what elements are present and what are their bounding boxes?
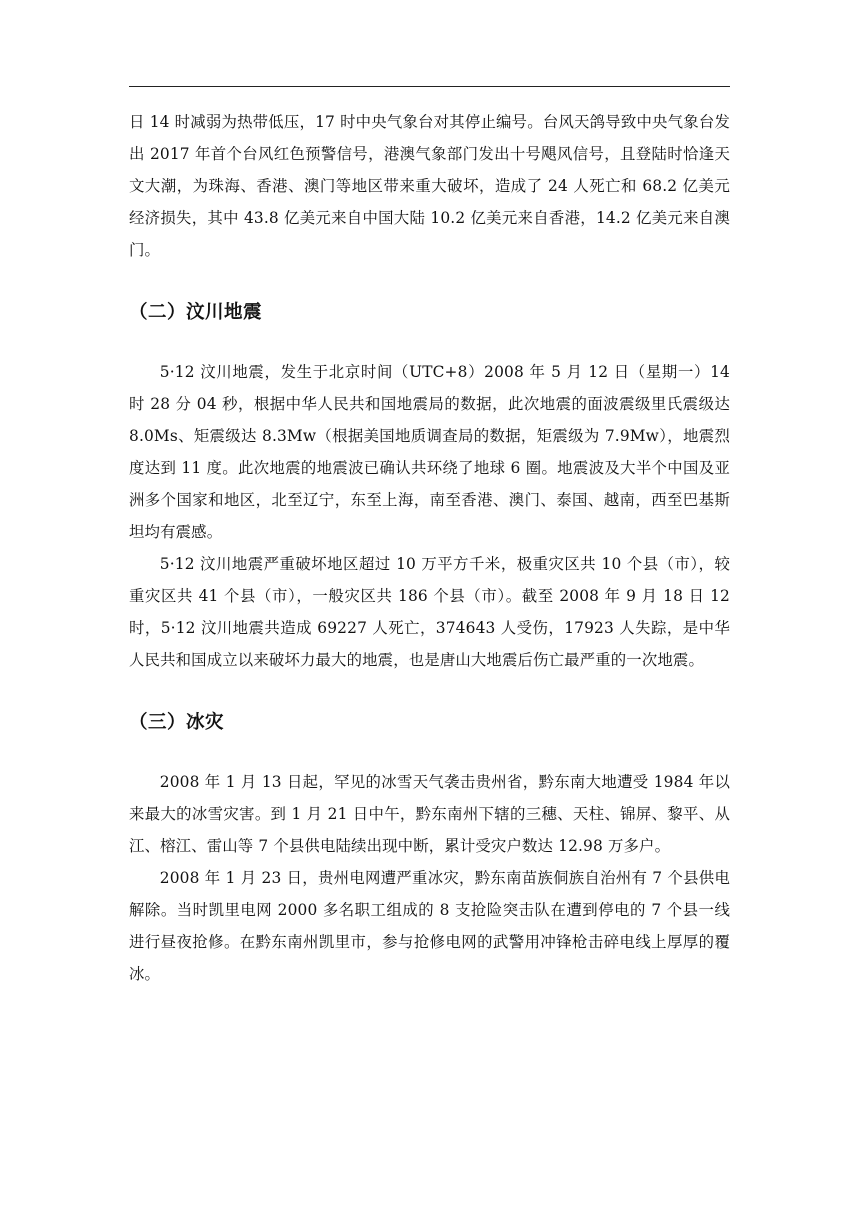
continued-paragraph: 日 14 时减弱为热带低压，17 时中央气象台对其停止编号。台风天鸽导致中央气象台发出 2017 年首个台风红色预警信号，港澳气象部门发出十号飓风信号，且登陆时恰逢天文大潮，为珠海、香港、澳门等地区带来重大破坏，造成了 24 人死亡和 68.2 亿美元经济损失，其中 43.8 亿美元来自中国大陆 10.2 亿美元来自香港，14.2 亿美元来自澳门。 <box>129 113 730 259</box>
section-heading-wenchuan: （二）汶川地震 <box>129 302 263 323</box>
section-heading-ice-disaster: （三）冰灾 <box>129 712 225 733</box>
paragraph: 2008 年 1 月 23 日，贵州电网遭严重冰灾，黔东南苗族侗族自治州有 7 个县供电解除。当时凯里电网 2000 多名职工组成的 8 支抢险突击队在遭到停电的 7 个县一线进行昼夜抢修。在黔东南州凯里市，参与抢修电网的武警用冲锋枪击碎电线上厚厚的覆冰。 <box>129 869 730 983</box>
paragraph: 2008 年 1 月 13 日起，罕见的冰雪天气袭击贵州省，黔东南大地遭受 1984 年以来最大的冰雪灾害。到 1 月 21 日中午，黔东南州下辖的三穗、天柱、锦屏、黎平、从江、榕江、雷山等 7 个县供电陆续出现中断，累计受灾户数达 12.98 万多户。 <box>129 773 730 855</box>
paragraph: 5·12 汶川地震严重破坏地区超过 10 万平方千米，极重灾区共 10 个县（市），较重灾区共 41 个县（市），一般灾区共 186 个县（市）。截至 2008 年 9 月 18 日 12 时，5·12 汶川地震共造成 69227 人死亡，374643 人受伤，17923 人失踪，是中华人民共和国成立以来破坏力最大的地震，也是唐山大地震后伤亡最严重的一次地震。 <box>129 555 730 669</box>
document-body <box>129 106 730 990</box>
header-rule <box>129 86 730 87</box>
paragraph: 5·12 汶川地震，发生于北京时间（UTC+8）2008 年 5 月 12 日（星期一）14 时 28 分 04 秒，根据中华人民共和国地震局的数据，此次地震的面波震级里氏震级达 8.0Ms、矩震级达 8.3Mw（根据美国地质调查局的数据，矩震级为 7.9Mw），地震烈度达到 11 度。此次地震的地震波已确认共环绕了地球 6 圈。地震波及大半个中国及亚洲多个国家和地区，北至辽宁，东至上海，南至香港、澳门、泰国、越南，西至巴基斯坦均有震感。 <box>129 363 730 541</box>
